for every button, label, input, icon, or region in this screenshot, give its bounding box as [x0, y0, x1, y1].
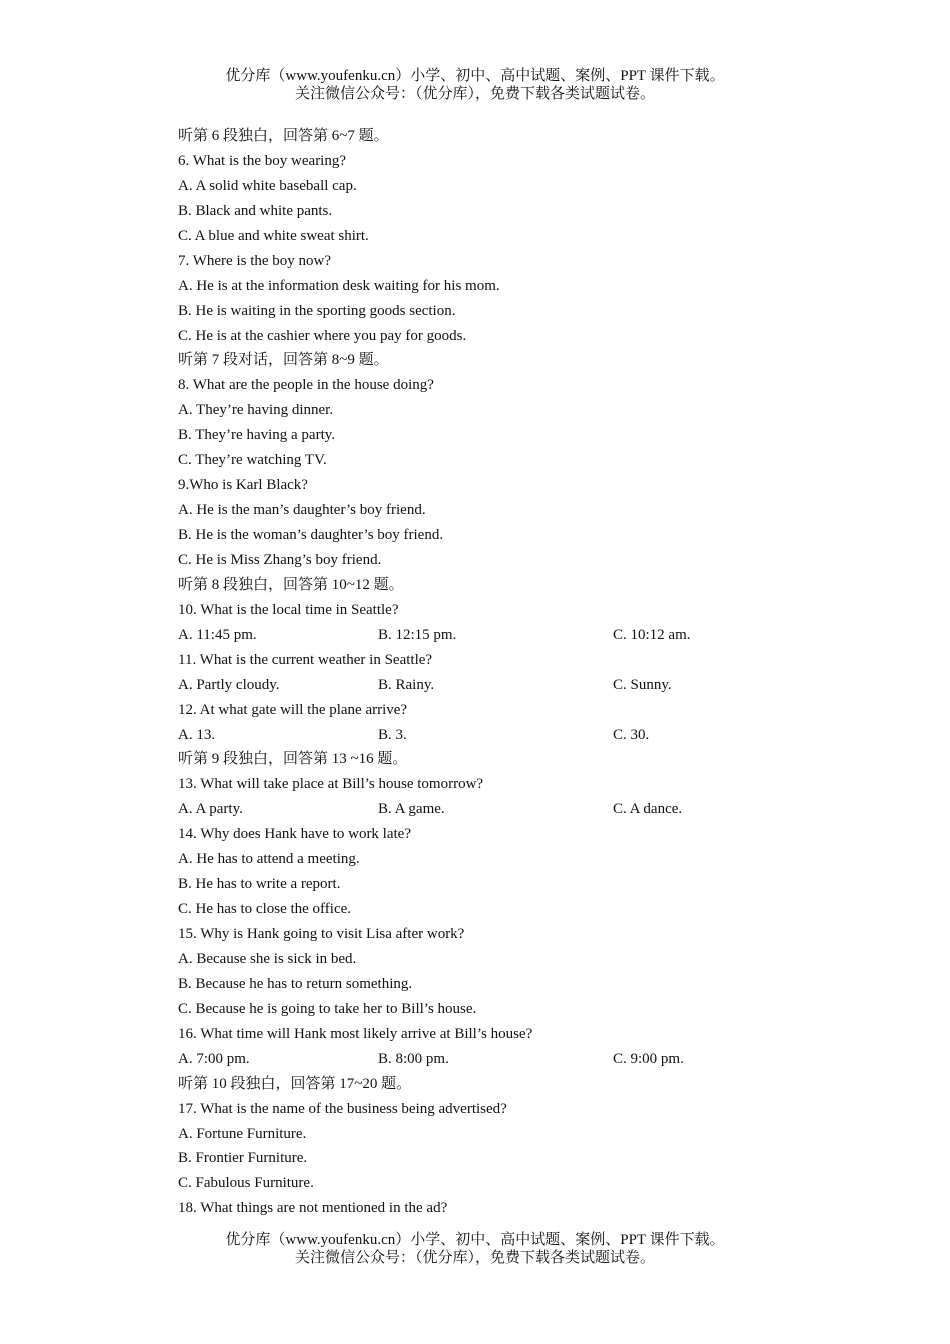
option: A. He is at the information desk waiting for his mom.: [178, 277, 500, 294]
option: C. He is at the cashier where you pay for goods.: [178, 327, 467, 344]
option: B. A game.: [378, 801, 445, 818]
option: B. He is the woman’s daughter’s boy friend.: [178, 527, 444, 543]
option: B. Frontier Furniture.: [178, 1150, 308, 1167]
option: A. Fortune Furniture.: [178, 1125, 307, 1142]
options-row-q11: [178, 673, 798, 698]
option: A. Partly cloudy.: [178, 676, 280, 693]
exam-content: [178, 124, 798, 1221]
question-6: 6. What is the boy wearing?: [178, 152, 347, 169]
option: C. 9:00 pm.: [613, 1050, 684, 1067]
question-18: 18. What things are not mentioned in the ad?: [178, 1200, 448, 1217]
question-7: 7. Where is the boy now?: [178, 252, 332, 269]
option: C. Because he is going to take her to Bill’s house.: [178, 1000, 477, 1017]
option: A. A solid white baseball cap.: [178, 177, 357, 194]
option: B. 8:00 pm.: [378, 1050, 449, 1067]
option: B. Because he has to return something.: [178, 975, 413, 992]
question-17: 17. What is the name of the business being advertised?: [178, 1100, 507, 1117]
option: C. They’re watching TV.: [178, 452, 327, 469]
page-header: [0, 67, 950, 103]
section-heading: 听第 6 段独白，回答第 6~7 题。: [178, 128, 389, 144]
option: B. Rainy.: [378, 676, 435, 693]
question-14: 14. Why does Hank have to work late?: [178, 826, 411, 843]
question-16: 16. What time will Hank most likely arrive at Bill’s house?: [178, 1025, 533, 1042]
option: C. A blue and white sweat shirt.: [178, 227, 369, 244]
option: A. Because she is sick in bed.: [178, 950, 357, 967]
option: B. He is waiting in the sporting goods section.: [178, 302, 456, 319]
option: A. A party.: [178, 801, 243, 818]
question-10: 10. What is the local time in Seattle?: [178, 601, 399, 618]
question-9: 9.Who is Karl Black?: [178, 477, 308, 494]
option: C. 10:12 am.: [613, 626, 691, 643]
page-footer: [0, 1231, 950, 1267]
section-heading: 听第 8 段独白，回答第 10~12 题。: [178, 576, 404, 593]
question-15: 15. Why is Hank going to visit Lisa after work?: [178, 926, 465, 942]
footer-line-1: 优分库（www.youfenku.cn）小学、初中、高中试题、案例、PPT 课件下载。: [225, 1232, 725, 1248]
option: B. 3.: [378, 726, 407, 743]
options-row-q10: [178, 623, 798, 648]
footer-line-2: 关注微信公众号：（优分库），免费下载各类试题试卷。: [294, 1250, 655, 1266]
section-heading: 听第 10 段独白，回答第 17~20 题。: [178, 1075, 412, 1092]
option: A. They’re having dinner.: [178, 402, 334, 419]
option: C. Fabulous Furniture.: [178, 1175, 314, 1192]
question-11: 11. What is the current weather in Seattle?: [178, 651, 433, 668]
option: A. He is the man’s daughter’s boy friend.: [178, 502, 426, 519]
option: A. 11:45 pm.: [178, 626, 257, 643]
header-line-1: 优分库（www.youfenku.cn）小学、初中、高中试题、案例、PPT 课件下载。: [225, 68, 725, 84]
option: C. He has to close the office.: [178, 901, 352, 918]
option: C. He is Miss Zhang’s boy friend.: [178, 551, 382, 568]
option: A. 7:00 pm.: [178, 1050, 250, 1067]
options-row-q16: [178, 1047, 798, 1072]
options-row-q13: [178, 797, 798, 822]
question-12: 12. At what gate will the plane arrive?: [178, 701, 408, 718]
section-heading: 听第 7 段对话，回答第 8~9 题。: [178, 352, 389, 369]
option: C. Sunny.: [613, 676, 672, 693]
options-row-q12: [178, 723, 798, 748]
option: B. They’re having a party.: [178, 427, 336, 444]
option: A. He has to attend a meeting.: [178, 851, 360, 868]
option: B. He has to write a report.: [178, 876, 341, 893]
option: A. 13.: [178, 726, 216, 743]
header-line-2: 关注微信公众号：（优分库），免费下载各类试题试卷。: [294, 86, 655, 102]
option: B. Black and white pants.: [178, 202, 333, 219]
option: B. 12:15 pm.: [378, 626, 457, 643]
question-8: 8. What are the people in the house doing?: [178, 377, 434, 394]
section-heading: 听第 9 段独白，回答第 13 ~16 题。: [178, 751, 408, 768]
option: C. A dance.: [613, 801, 683, 818]
question-13: 13. What will take place at Bill’s house tomorrow?: [178, 776, 484, 793]
option: C. 30.: [613, 726, 650, 743]
